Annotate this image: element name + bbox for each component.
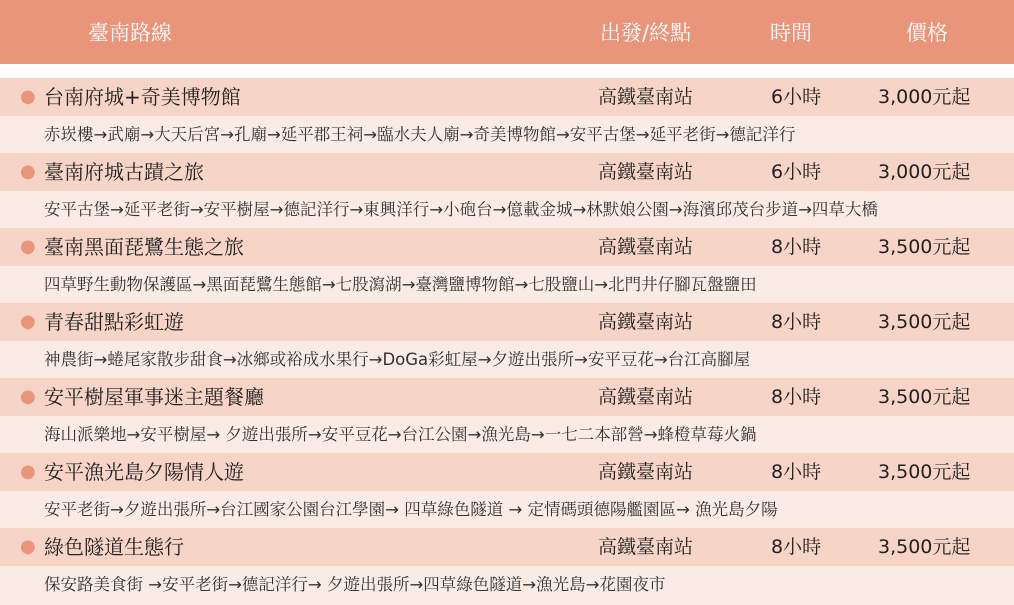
route-price: 3,500元起	[878, 236, 971, 258]
route-row	[0, 528, 1014, 566]
bullet-icon: ●	[20, 461, 36, 482]
route-time: 8小時	[771, 536, 822, 558]
header-gap	[0, 64, 1014, 78]
route-station: 高鐵臺南站	[598, 311, 694, 333]
bullet-icon: ●	[20, 86, 36, 107]
route-station: 高鐵臺南站	[598, 161, 694, 183]
bullet-icon: ●	[20, 386, 36, 407]
header-route: 臺南路線	[88, 21, 172, 45]
route-itinerary: 四草野生動物保護區→黑面琵鷺生態館→七股瀉湖→臺灣鹽博物館→七股鹽山→北門井仔腳瓦盤鹽田	[44, 275, 757, 294]
route-itinerary: 赤崁樓→武廟→大天后宮→孔廟→延平郡王祠→臨水夫人廟→奇美博物館→安平古堡→延平老街→德記洋行	[44, 125, 796, 144]
route-row	[0, 303, 1014, 341]
route-itinerary: 神農街→蜷尾家散步甜食→冰鄉或裕成水果行→DoGa彩虹屋→夕遊出張所→安平豆花→台江高腳屋	[44, 350, 751, 369]
route-itinerary: 安平古堡→延平老街→安平樹屋→德記洋行→東興洋行→小砲台→億載金城→林默娘公園→海濱邱茂台步道→四草大橋	[44, 200, 878, 219]
itinerary-row	[0, 416, 1014, 453]
bullet-icon: ●	[20, 536, 36, 557]
header-time: 時間	[770, 21, 812, 45]
route-time: 6小時	[771, 86, 822, 108]
route-price: 3,000元起	[878, 86, 971, 108]
route-station: 高鐵臺南站	[598, 86, 694, 108]
route-time: 8小時	[771, 311, 822, 333]
bullet-icon: ●	[20, 311, 36, 332]
route-price: 3,500元起	[878, 536, 971, 558]
route-price: 3,500元起	[878, 461, 971, 483]
itinerary-row	[0, 566, 1014, 605]
route-row	[0, 453, 1014, 491]
route-name: 臺南黑面琵鷺生態之旅	[44, 235, 244, 259]
bullet-icon: ●	[20, 161, 36, 182]
route-itinerary: 海山派樂地→安平樹屋→ 夕遊出張所→安平豆花→台江公園→漁光島→一七二本部營→蜂橙草莓火鍋	[44, 425, 757, 444]
itinerary-row	[0, 266, 1014, 303]
route-row	[0, 153, 1014, 191]
table-header	[0, 0, 1014, 64]
header-station: 出發/終點	[600, 21, 692, 45]
route-name: 綠色隧道生態行	[44, 535, 184, 559]
route-price: 3,500元起	[878, 386, 971, 408]
route-itinerary: 安平老街→夕遊出張所→台江國家公園台江學園→ 四草綠色隧道 → 定情碼頭德陽艦園區→ 漁光島夕陽	[44, 500, 778, 519]
route-name: 安平樹屋軍事迷主題餐廳	[44, 385, 264, 409]
route-name: 台南府城+奇美博物館	[44, 85, 241, 109]
header-price: 價格	[906, 21, 948, 45]
route-station: 高鐵臺南站	[598, 536, 694, 558]
itinerary-row	[0, 116, 1014, 153]
route-station: 高鐵臺南站	[598, 461, 694, 483]
route-row	[0, 228, 1014, 266]
route-station: 高鐵臺南站	[598, 236, 694, 258]
route-price: 3,000元起	[878, 161, 971, 183]
itinerary-row	[0, 491, 1014, 528]
route-time: 8小時	[771, 461, 822, 483]
route-name: 青春甜點彩虹遊	[44, 310, 184, 334]
route-name: 臺南府城古蹟之旅	[44, 160, 204, 184]
route-time: 8小時	[771, 236, 822, 258]
itinerary-row	[0, 341, 1014, 378]
route-station: 高鐵臺南站	[598, 386, 694, 408]
route-row	[0, 78, 1014, 116]
route-time: 6小時	[771, 161, 822, 183]
bullet-icon: ●	[20, 236, 36, 257]
route-time: 8小時	[771, 386, 822, 408]
route-price: 3,500元起	[878, 311, 971, 333]
route-row	[0, 378, 1014, 416]
route-name: 安平漁光島夕陽情人遊	[44, 460, 244, 484]
route-itinerary: 保安路美食街 →安平老街→德記洋行→ 夕遊出張所→四草綠色隧道→漁光島→花園夜市	[44, 575, 666, 594]
itinerary-row	[0, 191, 1014, 228]
